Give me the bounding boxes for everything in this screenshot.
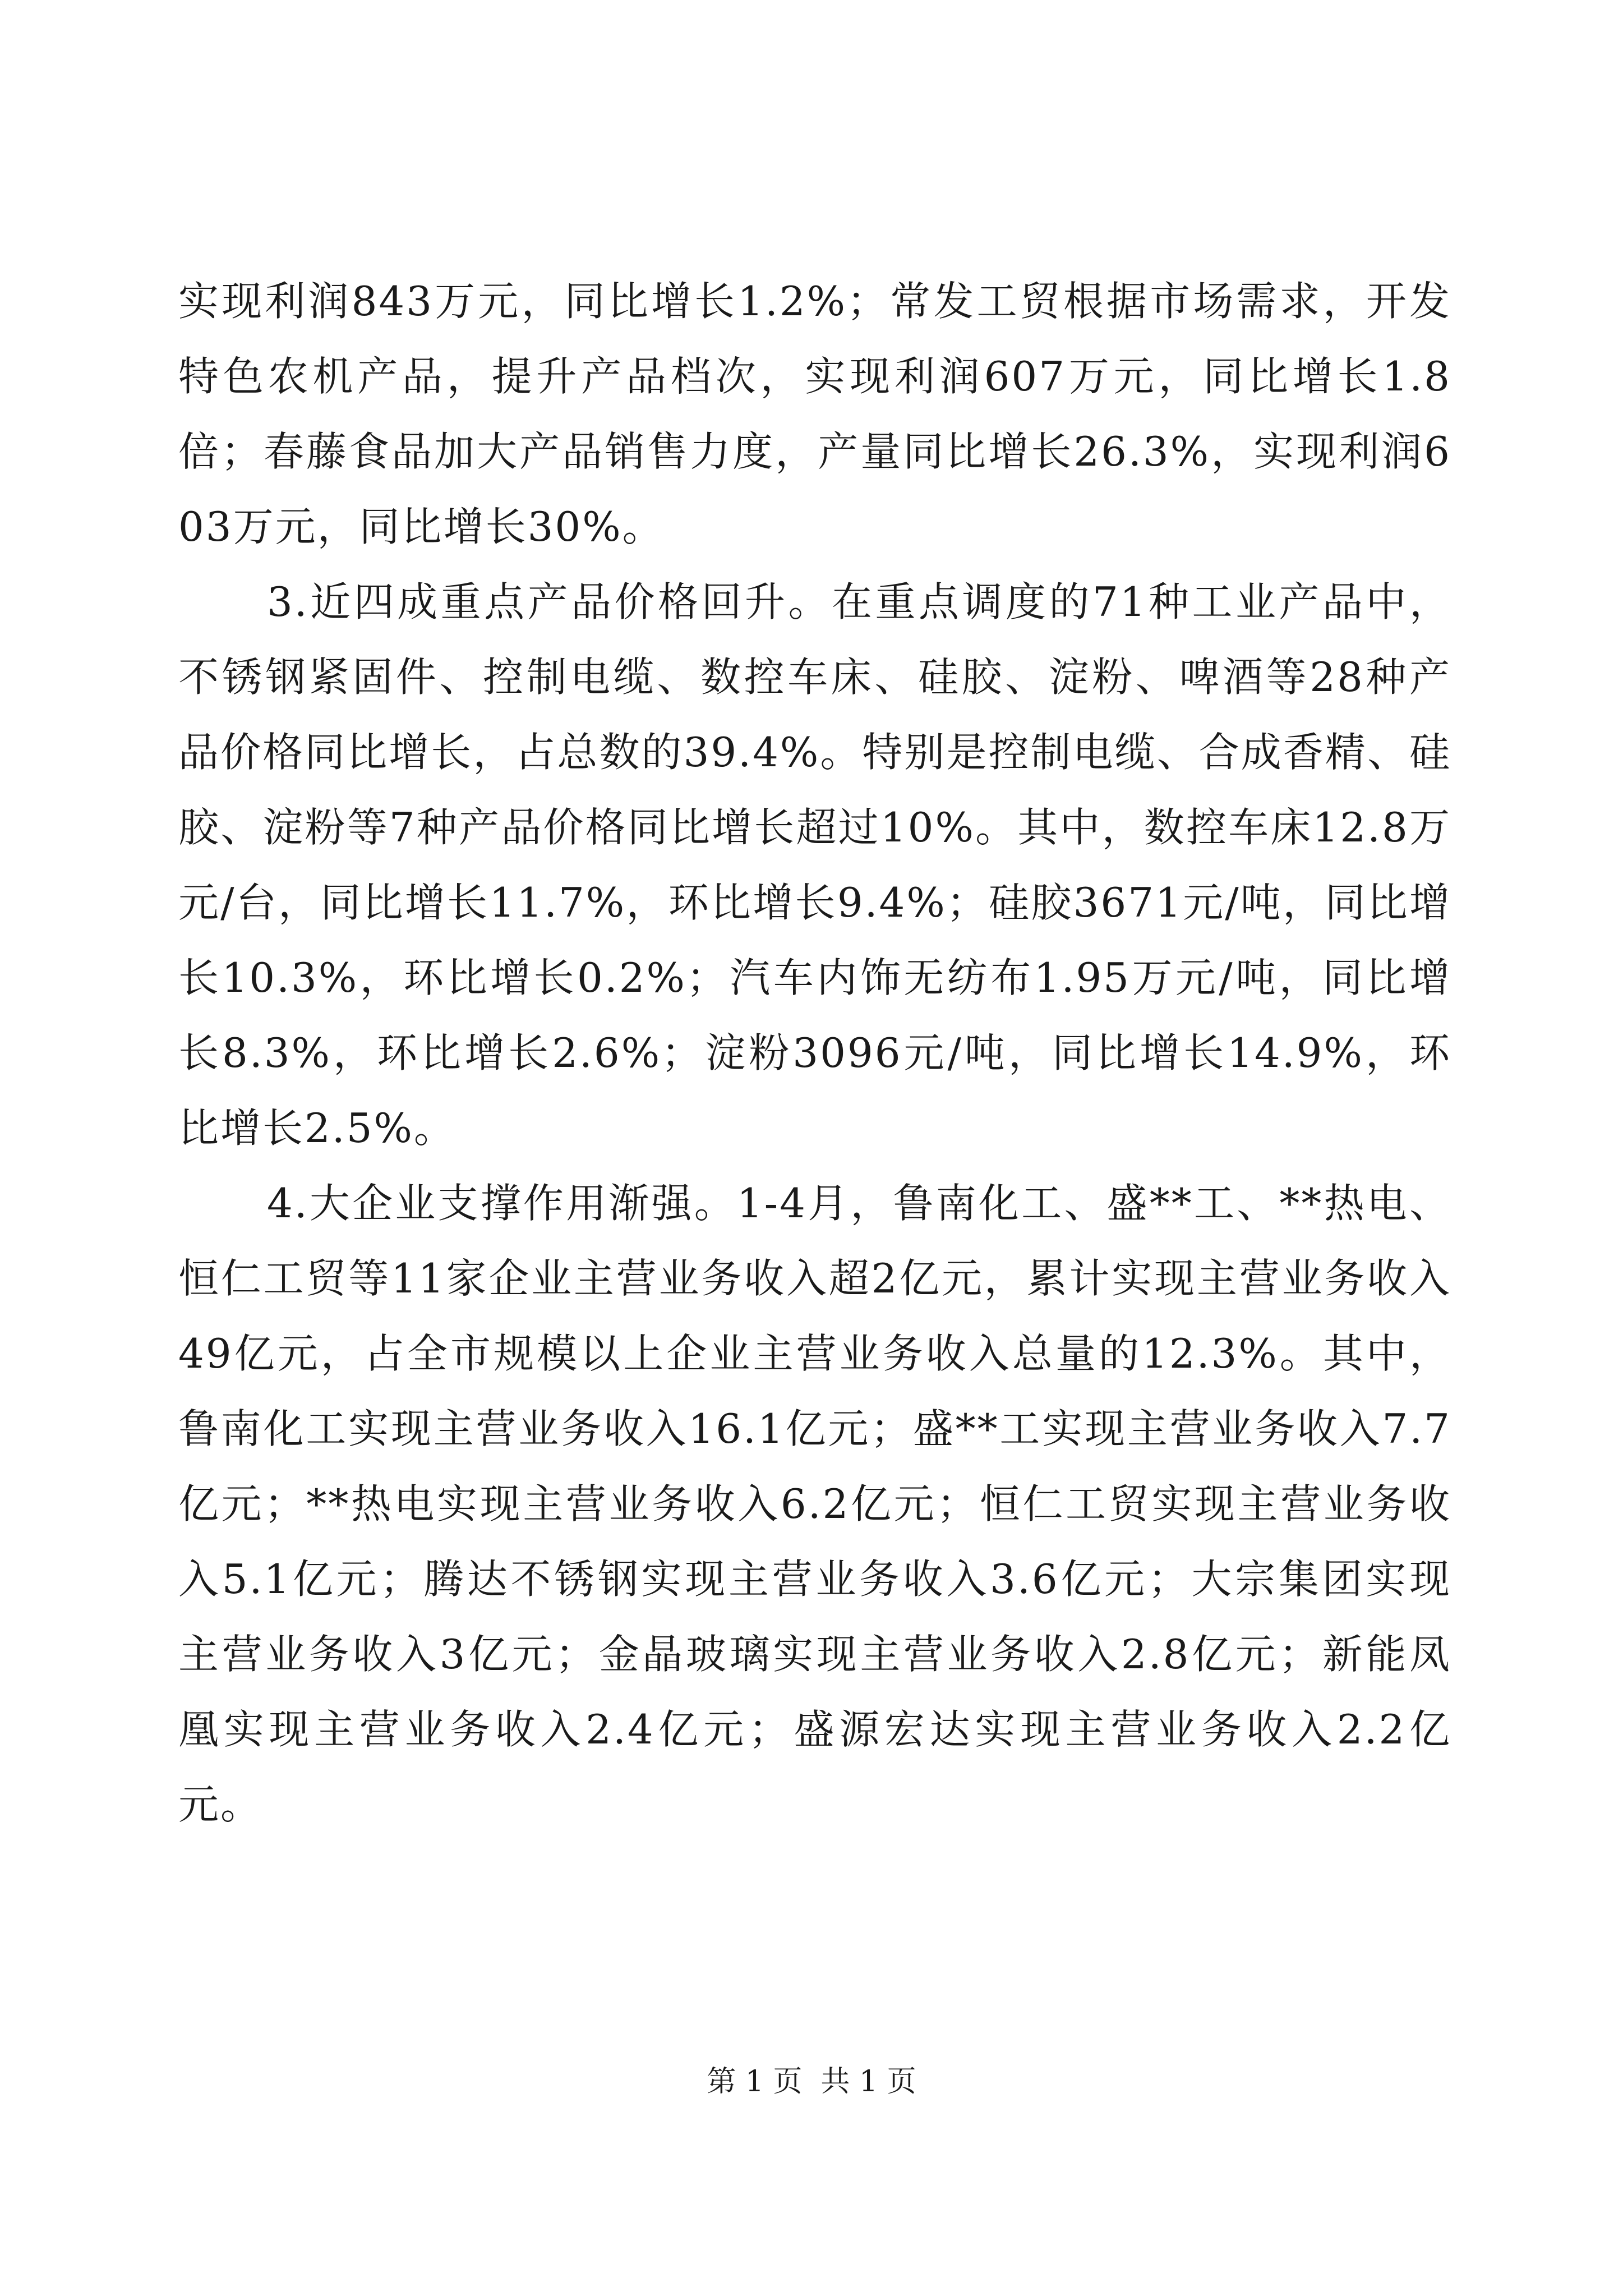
page-number-label: 第 1 页 共 1 页 xyxy=(707,2065,916,2099)
paragraph-profit-summary: 实现利润843万元，同比增长1.2%；常发工贸根据市场需求，开发特色农机产品，提升产品档次，实现利润607万元，同比增长1.8倍；春藤食品加大产品销售力度，产量同比增长26.3%，实现利润603万元，同比增长30%。 xyxy=(178,278,1451,550)
paragraph-large-enterprises: 4.大企业支撑作用渐强。1-4月，鲁南化工、盛**工、**热电、恒仁工贸等11家企业主营业务收入超2亿元，累计实现主营业务收入49亿元，占全市规模以上企业主营业务收入总量的12.3%。其中，鲁南化工实现主营业务收入16.1亿元；盛**工实现主营业务收入7.7亿元；**热电实现主营业务收入6.2亿元；恒仁工贸实现主营业务收入5.1亿元；腾达不锈钢实现主营业务收入3.6亿元；大宗集团实现主营业务收入3亿元；金晶玻璃实现主营业务收入2.8亿元；新能凤凰实现主营业务收入2.4亿元；盛源宏达实现主营业务收入2.2亿元。 xyxy=(178,1180,1451,1828)
paragraph-product-prices: 3.近四成重点产品价格回升。在重点调度的71种工业产品中，不锈钢紧固件、控制电缆、数控车床、硅胶、淀粉、啤酒等28种产品价格同比增长，占总数的39.4%。特别是控制电缆、合成香精、硅胶、淀粉等7种产品价格同比增长超过10%。其中，数控车床12.8万元/台，同比增长11.7%，环比增长9.4%；硅胶3671元/吨，同比增长10.3%，环比增长0.2%；汽车内饰无纺布1.95万元/吨，同比增长8.3%，环比增长2.6%；淀粉3096元/吨，同比增长14.9%，环比增长2.5%。 xyxy=(178,578,1451,1152)
document-body xyxy=(178,264,1451,1842)
page-footer xyxy=(0,2062,1623,2101)
